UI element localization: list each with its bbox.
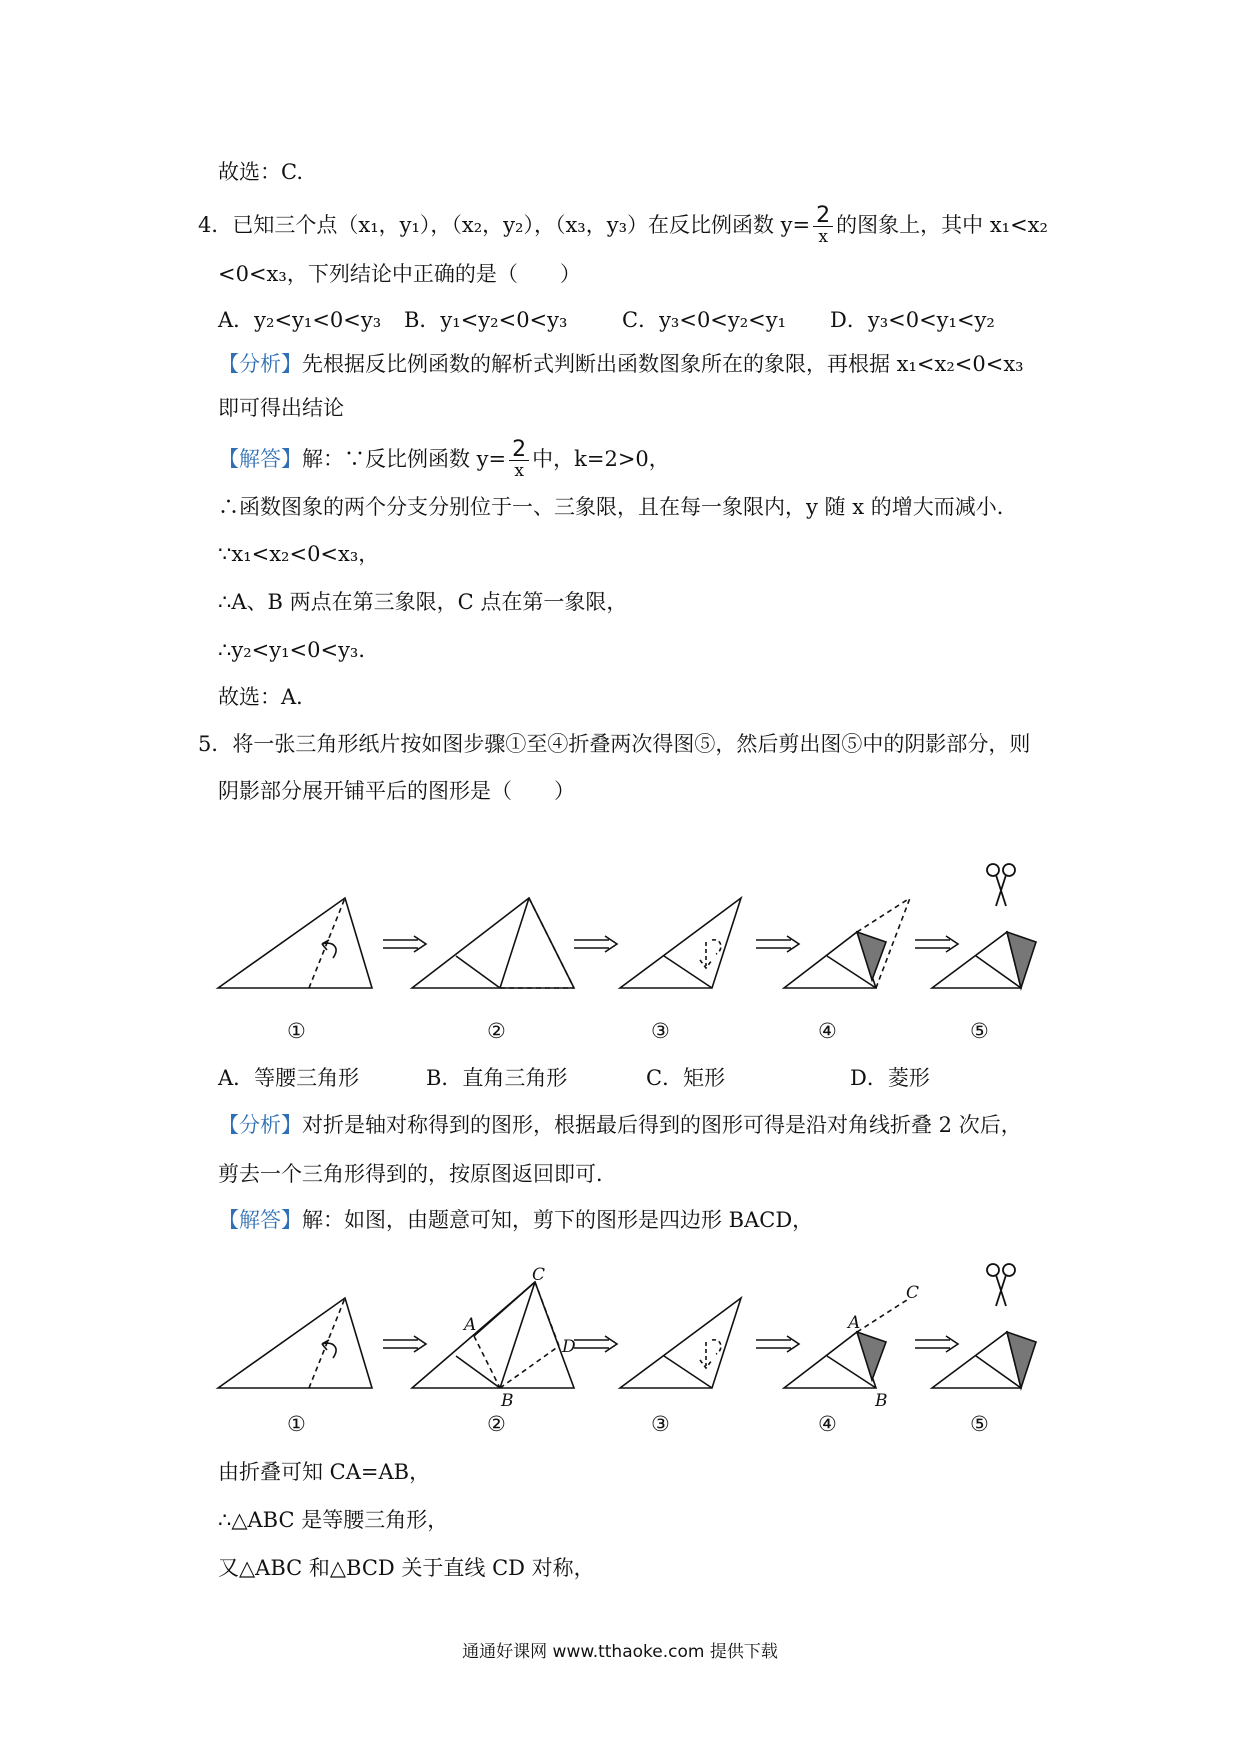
q5-option-a: A．等腰三角形: [218, 1066, 360, 1090]
fold-arrow-icon: [700, 940, 721, 968]
solution-tag: 【解答】: [218, 1208, 302, 1232]
q5-solution: [218, 1206, 813, 1234]
q5-analysis-1: 对折是轴对称得到的图形，根据最后得到的图形可得是沿对角线折叠 2 次后，: [302, 1113, 1022, 1137]
figure-label-2: ②: [487, 1412, 506, 1436]
q5-solution-text: 解：如图，由题意可知，剪下的图形是四边形 BACD，: [302, 1208, 814, 1232]
scissors-icon: [987, 864, 1015, 906]
figure-label-3: ③: [651, 1019, 670, 1043]
q3-answer: 故选：C.: [218, 160, 303, 184]
triangle-step-2: [412, 1282, 574, 1388]
q5-analysis-2: 剪去一个三角形得到的，按原图返回即可．: [218, 1162, 617, 1186]
q4-fraction: [813, 203, 833, 247]
arrow-right-icon: [915, 936, 958, 952]
shaded-part: [857, 932, 886, 980]
q4-solution-a: 解：∵反比例函数 y=: [302, 447, 507, 471]
q4-solution-b: 中，k=2>0，: [532, 447, 670, 471]
q4-step: 故选：A．: [218, 685, 318, 709]
arrow-right-icon: [383, 936, 426, 952]
point-label-a: A: [464, 1315, 477, 1335]
analysis-tag: 【分析】: [218, 352, 302, 376]
q4-analysis-2: 即可得出结论: [218, 396, 344, 420]
triangle-step-2: [412, 898, 574, 988]
fraction-numerator: 2: [509, 440, 529, 461]
q5-option-c: C．矩形: [646, 1066, 726, 1090]
arrow-right-icon: [383, 1336, 426, 1352]
shaded-part: [1007, 1332, 1036, 1388]
q4-step: ∴A、B 两点在第三象限，C 点在第一象限，: [218, 590, 628, 614]
scissors-icon: [987, 1264, 1015, 1306]
arrow-right-icon: [915, 1336, 958, 1352]
q5-stem-1: 5．将一张三角形纸片按如图步骤①至④折叠两次得图⑤，然后剪出图⑤中的阴影部分，则: [198, 732, 1031, 756]
q4-stem-b: 的图象上，其中 x₁<x₂: [836, 213, 1048, 237]
fraction-denominator: x: [818, 227, 828, 247]
q4-step: ∵x₁<x₂<0<x₃，: [218, 542, 380, 566]
figure-label-5: ⑤: [970, 1412, 989, 1436]
q4-option-a: A．y₂<y₁<0<y₃: [218, 308, 382, 332]
fold-arrow-icon: [700, 1340, 721, 1368]
shaded-part: [1007, 932, 1036, 988]
q4-solution-fraction: [509, 437, 529, 481]
point-label-b: B: [501, 1391, 514, 1411]
q4-option-b: B．y₁<y₂<0<y₃: [404, 308, 568, 332]
q5-analysis: [218, 1111, 1022, 1139]
q4-solution: [218, 437, 670, 481]
figure-label-3: ③: [651, 1412, 670, 1436]
fraction-denominator: x: [514, 461, 524, 481]
solution-tag: 【解答】: [218, 447, 302, 471]
q5-step: 又△ABC 和△BCD 关于直线 CD 对称，: [218, 1556, 595, 1580]
triangle-step-3: [620, 898, 741, 988]
labeled-folding-figure: [0, 1262, 1240, 1427]
point-label-c: C: [906, 1283, 920, 1303]
figure-label-4: ④: [818, 1412, 837, 1436]
q4-stem-c: <0<x₃，下列结论中正确的是（ ）: [218, 262, 581, 286]
q5-option-b: B．直角三角形: [426, 1066, 568, 1090]
point-label-b: B: [875, 1391, 888, 1411]
q5-step: ∴△ABC 是等腰三角形，: [218, 1508, 449, 1532]
q5-options: [218, 1064, 930, 1092]
triangle-step-1: [218, 1298, 372, 1388]
figure-label-1: ①: [287, 1412, 306, 1436]
q5-option-d: D．菱形: [850, 1066, 930, 1090]
point-label-d: D: [562, 1337, 576, 1357]
point-label-c: C: [532, 1265, 546, 1285]
figure-label-2: ②: [487, 1019, 506, 1043]
page-footer: 通通好课网 www.tthaoke.com 提供下载: [462, 1642, 778, 1662]
q4-analysis-1: 先根据反比例函数的解析式判断出函数图象所在的象限，再根据 x₁<x₂<0<x₃: [302, 352, 1024, 376]
point-label-a: A: [848, 1313, 861, 1333]
arrow-right-icon: [756, 1336, 799, 1352]
figure-label-1: ①: [287, 1019, 306, 1043]
fold-arrow-icon: [322, 940, 336, 958]
q4-analysis: [218, 350, 1024, 378]
q5-step: 由折叠可知 CA=AB，: [218, 1460, 431, 1484]
q4-option-c: C．y₃<0<y₂<y₁: [622, 308, 787, 332]
q4-stem: [198, 203, 1048, 247]
arrow-right-icon: [756, 936, 799, 952]
q4-options: [218, 306, 995, 334]
arrow-right-icon: [574, 1336, 617, 1352]
shaded-part: [857, 1332, 886, 1380]
q4-option-d: D．y₃<0<y₁<y₂: [830, 308, 995, 332]
q4-stem-a: 4．已知三个点（x₁，y₁），（x₂，y₂），（x₃，y₃）在反比例函数 y=: [198, 213, 811, 237]
q4-step: ∴y₂<y₁<0<y₃．: [218, 638, 380, 662]
figure-label-5: ⑤: [970, 1019, 989, 1043]
triangle-step-3: [620, 1298, 741, 1388]
analysis-tag: 【分析】: [218, 1113, 302, 1137]
folding-steps-figure: [0, 862, 1240, 1032]
fold-arrow-icon: [322, 1340, 336, 1358]
triangle-step-1: [218, 898, 372, 988]
fraction-numerator: 2: [813, 206, 833, 227]
arrow-right-icon: [574, 936, 617, 952]
q4-step: ∴函数图象的两个分支分别位于一、三象限，且在每一象限内，y 随 x 的增大而减小．: [218, 495, 1018, 519]
figure-label-4: ④: [818, 1019, 837, 1043]
q5-stem-2: 阴影部分展开铺平后的图形是（ ）: [218, 779, 575, 803]
